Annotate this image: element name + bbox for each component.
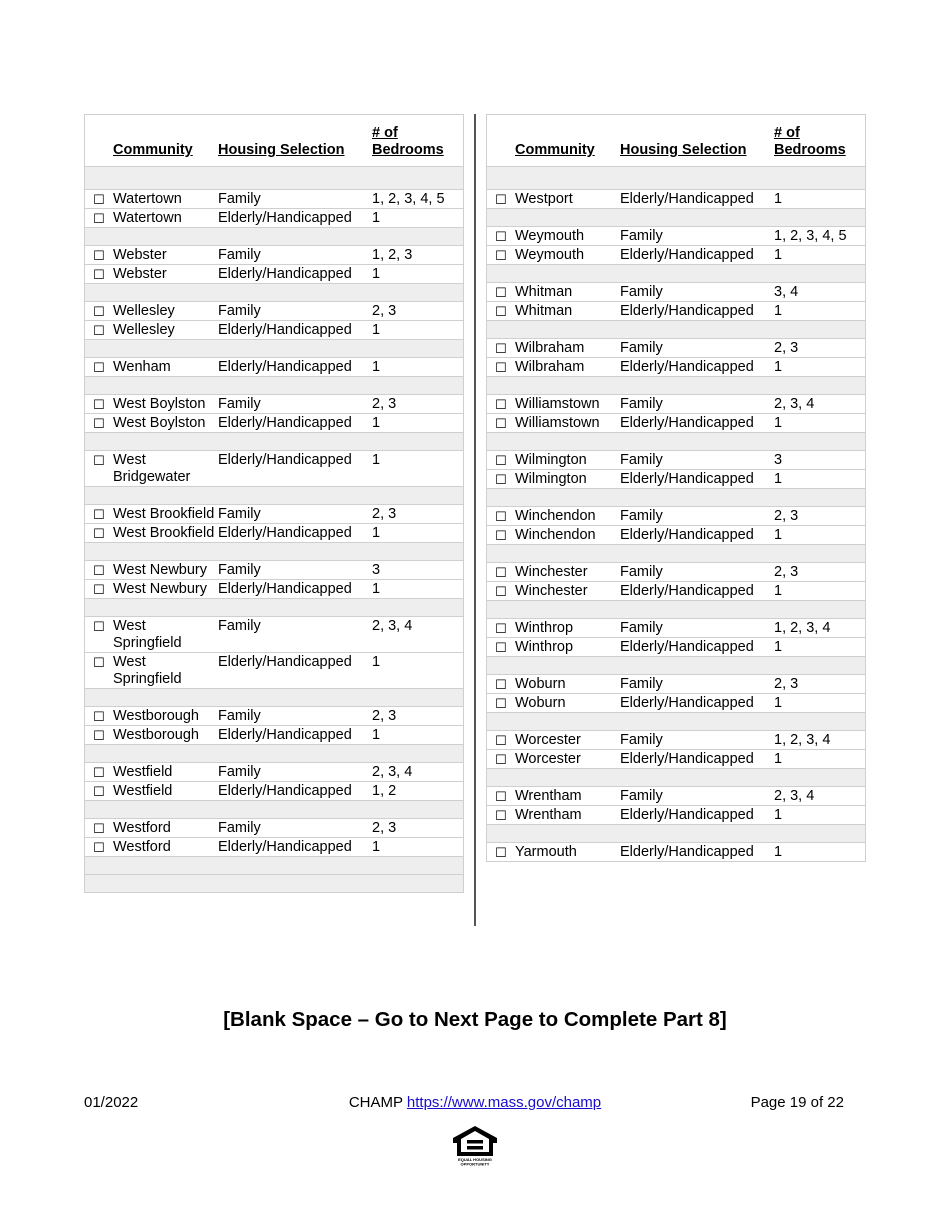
table-header-row — [85, 115, 464, 167]
group-separator-row — [85, 433, 464, 451]
header-housing-selection: Housing Selection — [218, 115, 372, 167]
housing-type-cell: Family — [218, 763, 372, 782]
header-community: Community — [113, 115, 218, 167]
footer-link[interactable]: https://www.mass.gov/champ — [406, 1094, 602, 1111]
community-cell: Woburn — [515, 675, 620, 694]
community-cell: Watertown — [113, 190, 218, 209]
right-community-table — [486, 114, 866, 862]
group-separator-row — [487, 209, 866, 227]
checkbox[interactable]: ☐ — [487, 358, 516, 377]
header-bedrooms-line2: Bedrooms — [774, 142, 846, 158]
checkbox[interactable]: ☐ — [487, 843, 516, 862]
housing-type-cell: Elderly/Handicapped — [218, 726, 372, 745]
community-cell: Westford — [113, 819, 218, 838]
community-cell: Webster — [113, 246, 218, 265]
group-separator-row — [85, 377, 464, 395]
housing-type-cell: Family — [620, 507, 774, 526]
table-row — [487, 843, 866, 862]
community-cell: Winchester — [515, 563, 620, 582]
bedrooms-cell: 2, 3 — [372, 395, 464, 414]
housing-type-cell: Elderly/Handicapped — [218, 580, 372, 599]
housing-type-cell: Family — [218, 190, 372, 209]
checkbox[interactable]: ☐ — [487, 451, 516, 470]
bedrooms-cell: 1, 2, 3 — [372, 246, 464, 265]
table-row — [487, 787, 866, 806]
checkbox[interactable]: ☐ — [487, 563, 516, 582]
table-row — [487, 414, 866, 433]
community-cell: Winchendon — [515, 526, 620, 545]
checkbox[interactable]: ☐ — [487, 190, 516, 209]
community-cell: West Boylston — [113, 395, 218, 414]
bedrooms-cell: 2, 3, 4 — [774, 787, 866, 806]
bedrooms-cell: 1, 2 — [372, 782, 464, 801]
header-bedrooms-line2: Bedrooms — [372, 142, 444, 158]
table-row — [487, 190, 866, 209]
group-separator-row — [85, 689, 464, 707]
bedrooms-cell: 1 — [372, 265, 464, 284]
column-divider — [474, 114, 476, 926]
bedrooms-cell: 1 — [774, 843, 866, 862]
table-row — [85, 763, 464, 782]
group-separator-row — [85, 284, 464, 302]
checkbox[interactable]: ☐ — [487, 675, 516, 694]
group-separator-row — [85, 487, 464, 505]
table-row — [85, 358, 464, 377]
bedrooms-cell: 1 — [774, 302, 866, 321]
group-separator-row — [85, 167, 464, 190]
table-row — [487, 470, 866, 489]
header-bedrooms-line1: # of — [774, 125, 800, 141]
housing-type-cell: Family — [218, 707, 372, 726]
housing-type-cell: Elderly/Handicapped — [218, 782, 372, 801]
checkbox[interactable]: ☐ — [85, 782, 114, 801]
community-cell: Webster — [113, 265, 218, 284]
checkbox[interactable]: ☐ — [487, 414, 516, 433]
checkbox[interactable]: ☐ — [85, 358, 114, 377]
left-community-table — [84, 114, 464, 893]
header-bedrooms — [372, 115, 464, 167]
table-row — [85, 190, 464, 209]
community-cell: Winchendon — [515, 507, 620, 526]
table-row — [487, 750, 866, 769]
bedrooms-cell: 3 — [372, 561, 464, 580]
community-cell: Wrentham — [515, 806, 620, 825]
bedrooms-cell: 1 — [774, 806, 866, 825]
community-cell: Wrentham — [515, 787, 620, 806]
bedrooms-cell: 1, 2, 3, 4 — [774, 619, 866, 638]
community-cell: Woburn — [515, 694, 620, 713]
checkbox[interactable]: ☐ — [85, 302, 114, 321]
bedrooms-cell: 1, 2, 3, 4, 5 — [372, 190, 464, 209]
checkbox[interactable]: ☐ — [85, 209, 114, 228]
table-row — [487, 302, 866, 321]
group-separator-row — [487, 601, 866, 619]
checkbox[interactable]: ☐ — [487, 526, 516, 545]
table-row — [85, 726, 464, 745]
bedrooms-cell: 1 — [372, 451, 464, 487]
community-cell: West Springfield — [113, 653, 218, 689]
bedrooms-cell: 2, 3 — [372, 819, 464, 838]
group-separator-row — [85, 875, 464, 893]
bedrooms-cell: 1, 2, 3, 4 — [774, 731, 866, 750]
housing-type-cell: Family — [218, 505, 372, 524]
table-row — [85, 561, 464, 580]
header-housing-selection: Housing Selection — [620, 115, 774, 167]
bedrooms-cell: 1 — [372, 414, 464, 433]
checkbox[interactable]: ☐ — [85, 190, 114, 209]
table-row — [487, 806, 866, 825]
community-cell: Weymouth — [515, 227, 620, 246]
housing-type-cell: Elderly/Handicapped — [620, 638, 774, 657]
checkbox[interactable]: ☐ — [487, 283, 516, 302]
community-cell: Whitman — [515, 302, 620, 321]
checkbox[interactable]: ☐ — [487, 787, 516, 806]
group-separator-row — [487, 321, 866, 339]
checkbox[interactable]: ☐ — [487, 806, 516, 825]
housing-type-cell: Elderly/Handicapped — [620, 190, 774, 209]
bedrooms-cell: 1, 2, 3, 4, 5 — [774, 227, 866, 246]
housing-type-cell: Elderly/Handicapped — [218, 524, 372, 543]
housing-type-cell: Elderly/Handicapped — [620, 843, 774, 862]
housing-type-cell: Family — [218, 246, 372, 265]
housing-type-cell: Family — [218, 302, 372, 321]
checkbox[interactable]: ☐ — [85, 451, 114, 487]
checkbox[interactable]: ☐ — [487, 619, 516, 638]
bedrooms-cell: 1 — [372, 838, 464, 857]
group-separator-row — [487, 377, 866, 395]
table-row — [85, 707, 464, 726]
checkbox[interactable]: ☐ — [85, 838, 114, 857]
housing-type-cell: Family — [620, 675, 774, 694]
checkbox[interactable]: ☐ — [85, 321, 114, 340]
community-cell: Yarmouth — [515, 843, 620, 862]
checkbox[interactable]: ☐ — [487, 731, 516, 750]
bedrooms-cell: 2, 3, 4 — [774, 395, 866, 414]
community-cell: West Newbury — [113, 580, 218, 599]
table-row — [487, 582, 866, 601]
bedrooms-cell: 1 — [774, 582, 866, 601]
housing-type-cell: Elderly/Handicapped — [620, 526, 774, 545]
group-separator-row — [85, 543, 464, 561]
table-row — [487, 638, 866, 657]
housing-type-cell: Family — [620, 619, 774, 638]
bedrooms-cell: 1 — [774, 750, 866, 769]
checkbox[interactable]: ☐ — [487, 638, 516, 657]
community-cell: Winthrop — [515, 619, 620, 638]
bedrooms-cell: 1 — [774, 246, 866, 265]
bedrooms-cell: 2, 3 — [774, 339, 866, 358]
community-cell: West Bridgewater — [113, 451, 218, 487]
bedrooms-cell: 2, 3 — [372, 505, 464, 524]
checkbox[interactable]: ☐ — [487, 470, 516, 489]
group-separator-row — [487, 433, 866, 451]
table-row — [85, 617, 464, 653]
table-row — [487, 619, 866, 638]
table-header-row — [487, 115, 866, 167]
housing-type-cell: Family — [620, 227, 774, 246]
table-row — [85, 414, 464, 433]
housing-type-cell: Elderly/Handicapped — [218, 838, 372, 857]
housing-type-cell: Family — [620, 563, 774, 582]
community-cell: Worcester — [515, 731, 620, 750]
checkbox[interactable]: ☐ — [487, 507, 516, 526]
bedrooms-cell: 1 — [372, 524, 464, 543]
group-separator-row — [487, 657, 866, 675]
bedrooms-cell: 2, 3 — [774, 507, 866, 526]
group-separator-row — [487, 769, 866, 787]
group-separator-row — [85, 228, 464, 246]
checkbox[interactable]: ☐ — [85, 580, 114, 599]
community-cell: Westborough — [113, 726, 218, 745]
checkbox[interactable]: ☐ — [487, 750, 516, 769]
header-community: Community — [515, 115, 620, 167]
community-cell: Watertown — [113, 209, 218, 228]
housing-type-cell: Family — [218, 819, 372, 838]
housing-type-cell: Family — [218, 561, 372, 580]
bedrooms-cell: 1 — [372, 726, 464, 745]
checkbox[interactable]: ☐ — [85, 819, 114, 838]
bedrooms-cell: 3, 4 — [774, 283, 866, 302]
bedrooms-cell: 1 — [372, 209, 464, 228]
checkbox[interactable]: ☐ — [85, 524, 114, 543]
housing-type-cell: Family — [620, 787, 774, 806]
housing-type-cell: Elderly/Handicapped — [218, 653, 372, 689]
checkbox[interactable]: ☐ — [85, 561, 114, 580]
housing-type-cell: Elderly/Handicapped — [620, 582, 774, 601]
table-row — [85, 838, 464, 857]
table-row — [487, 694, 866, 713]
table-row — [487, 731, 866, 750]
housing-type-cell: Elderly/Handicapped — [620, 414, 774, 433]
housing-type-cell: Elderly/Handicapped — [218, 451, 372, 487]
bedrooms-cell: 1 — [774, 190, 866, 209]
bedrooms-cell: 3 — [774, 451, 866, 470]
table-row — [85, 321, 464, 340]
table-row — [487, 526, 866, 545]
housing-type-cell: Elderly/Handicapped — [218, 414, 372, 433]
checkbox[interactable]: ☐ — [85, 707, 114, 726]
table-row — [85, 395, 464, 414]
group-separator-row — [487, 489, 866, 507]
bedrooms-cell: 2, 3 — [774, 675, 866, 694]
community-cell: Whitman — [515, 283, 620, 302]
community-cell: Williamstown — [515, 395, 620, 414]
table-row — [85, 580, 464, 599]
bedrooms-cell: 1 — [372, 321, 464, 340]
footer-program: CHAMP — [348, 1094, 403, 1111]
checkbox[interactable]: ☐ — [85, 414, 114, 433]
housing-type-cell: Family — [620, 339, 774, 358]
community-cell: West Newbury — [113, 561, 218, 580]
checkbox[interactable]: ☐ — [487, 582, 516, 601]
table-row — [487, 563, 866, 582]
bedrooms-cell: 1 — [372, 653, 464, 689]
table-row — [85, 451, 464, 487]
group-separator-row — [85, 340, 464, 358]
group-separator-row — [85, 801, 464, 819]
footer-date: 01/2022 — [84, 1094, 139, 1111]
table-row — [487, 507, 866, 526]
community-cell: Winchester — [515, 582, 620, 601]
bedrooms-cell: 1 — [372, 358, 464, 377]
community-cell: Westford — [113, 838, 218, 857]
community-cell: Wellesley — [113, 321, 218, 340]
checkbox[interactable]: ☐ — [487, 227, 516, 246]
equal-housing-opportunity-logo — [450, 1124, 500, 1166]
housing-type-cell: Family — [620, 731, 774, 750]
table-row — [85, 246, 464, 265]
bedrooms-cell: 2, 3 — [372, 302, 464, 321]
group-separator-row — [487, 713, 866, 731]
community-cell: Williamstown — [515, 414, 620, 433]
community-cell: Westborough — [113, 707, 218, 726]
checkbox[interactable]: ☐ — [85, 505, 114, 524]
community-cell: Wellesley — [113, 302, 218, 321]
housing-type-cell: Elderly/Handicapped — [218, 265, 372, 284]
checkbox[interactable]: ☐ — [85, 617, 114, 653]
logo-text-line: OPPORTUNITY — [460, 1161, 490, 1166]
group-separator-row — [487, 825, 866, 843]
table-row — [85, 302, 464, 321]
group-separator-row — [85, 857, 464, 875]
checkbox[interactable]: ☐ — [487, 694, 516, 713]
community-cell: Wilmington — [515, 470, 620, 489]
housing-type-cell: Elderly/Handicapped — [620, 246, 774, 265]
checkbox[interactable]: ☐ — [85, 246, 114, 265]
community-cell: Winthrop — [515, 638, 620, 657]
housing-type-cell: Family — [620, 451, 774, 470]
footer-page-number: Page 19 of 22 — [750, 1094, 844, 1111]
checkbox[interactable]: ☐ — [85, 653, 114, 689]
community-cell: West Brookfield — [113, 505, 218, 524]
checkbox[interactable]: ☐ — [487, 395, 516, 414]
group-separator-row — [487, 265, 866, 283]
housing-type-cell: Elderly/Handicapped — [620, 302, 774, 321]
community-cell: Worcester — [515, 750, 620, 769]
bedrooms-cell: 1 — [774, 694, 866, 713]
header-bedrooms-line1: # of — [372, 125, 398, 141]
community-cell: Westport — [515, 190, 620, 209]
housing-type-cell: Elderly/Handicapped — [218, 209, 372, 228]
group-separator-row — [487, 545, 866, 563]
bedrooms-cell: 2, 3, 4 — [372, 617, 464, 653]
housing-type-cell: Family — [620, 395, 774, 414]
table-row — [85, 819, 464, 838]
community-cell: Wilbraham — [515, 339, 620, 358]
checkbox[interactable]: ☐ — [85, 265, 114, 284]
bedrooms-cell: 1 — [774, 470, 866, 489]
housing-type-cell: Elderly/Handicapped — [620, 806, 774, 825]
bedrooms-cell: 2, 3, 4 — [372, 763, 464, 782]
table-row — [85, 209, 464, 228]
community-cell: West Brookfield — [113, 524, 218, 543]
community-cell: Wenham — [113, 358, 218, 377]
community-cell: Westfield — [113, 763, 218, 782]
bedrooms-cell: 1 — [774, 358, 866, 377]
table-row — [85, 524, 464, 543]
community-cell: West Springfield — [113, 617, 218, 653]
table-row — [487, 283, 866, 302]
table-row — [487, 339, 866, 358]
bedrooms-cell: 1 — [774, 526, 866, 545]
bedrooms-cell: 1 — [774, 638, 866, 657]
group-separator-row — [85, 599, 464, 617]
table-row — [487, 358, 866, 377]
group-separator-row — [85, 745, 464, 763]
table-row — [487, 675, 866, 694]
community-cell: Westfield — [113, 782, 218, 801]
bedrooms-cell: 2, 3 — [372, 707, 464, 726]
housing-type-cell: Family — [218, 395, 372, 414]
group-separator-row — [487, 167, 866, 190]
housing-type-cell: Elderly/Handicapped — [620, 750, 774, 769]
bedrooms-cell: 2, 3 — [774, 563, 866, 582]
housing-type-cell: Elderly/Handicapped — [218, 321, 372, 340]
table-row — [85, 265, 464, 284]
table-row — [487, 451, 866, 470]
table-row — [85, 505, 464, 524]
community-cell: West Boylston — [113, 414, 218, 433]
table-row — [85, 653, 464, 689]
checkbox[interactable]: ☐ — [487, 246, 516, 265]
blank-space-note: [Blank Space – Go to Next Page to Complete Part 8] — [223, 1008, 727, 1031]
bedrooms-cell: 1 — [372, 580, 464, 599]
checkbox[interactable]: ☐ — [487, 339, 516, 358]
bedrooms-cell: 1 — [774, 414, 866, 433]
table-row — [487, 395, 866, 414]
community-cell: Wilmington — [515, 451, 620, 470]
community-cell: Weymouth — [515, 246, 620, 265]
housing-type-cell: Elderly/Handicapped — [620, 358, 774, 377]
community-cell: Wilbraham — [515, 358, 620, 377]
checkbox[interactable]: ☐ — [85, 726, 114, 745]
table-row — [487, 227, 866, 246]
table-row — [85, 782, 464, 801]
housing-type-cell: Elderly/Handicapped — [620, 470, 774, 489]
checkbox[interactable]: ☐ — [487, 302, 516, 321]
housing-type-cell: Elderly/Handicapped — [218, 358, 372, 377]
logo-text-line: EQUAL HOUSING — [458, 1157, 492, 1162]
header-bedrooms — [774, 115, 866, 167]
checkbox[interactable]: ☐ — [85, 763, 114, 782]
table-row — [487, 246, 866, 265]
checkbox[interactable]: ☐ — [85, 395, 114, 414]
housing-type-cell: Family — [218, 617, 372, 653]
housing-type-cell: Elderly/Handicapped — [620, 694, 774, 713]
housing-type-cell: Family — [620, 283, 774, 302]
